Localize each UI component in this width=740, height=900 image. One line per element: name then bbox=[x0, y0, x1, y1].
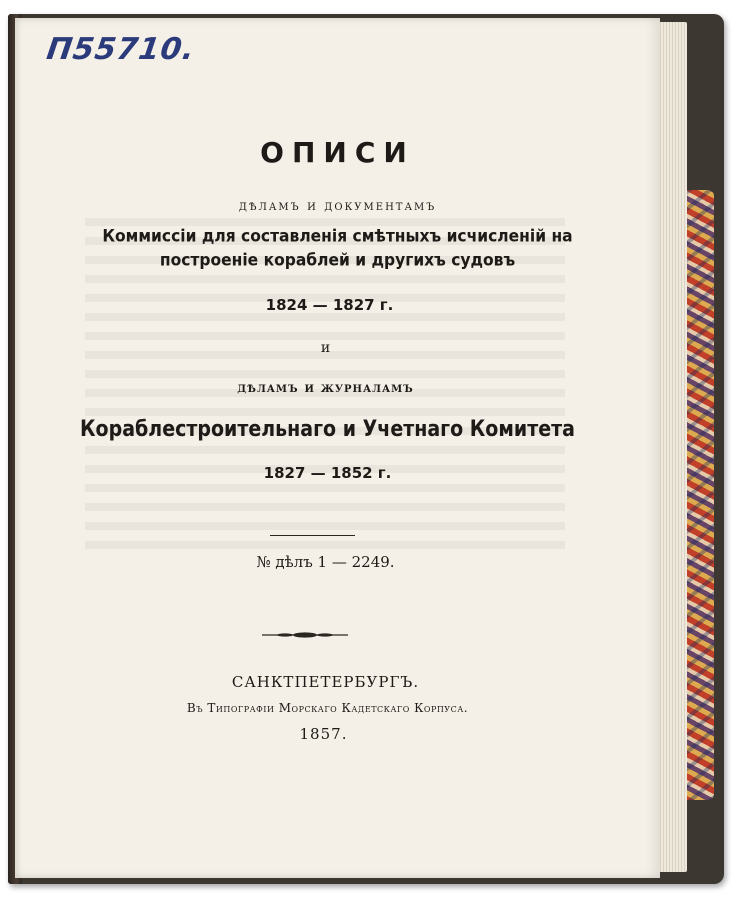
title-page bbox=[15, 18, 660, 878]
commission-heading bbox=[15, 224, 660, 272]
case-numbers: № дѣлъ 1 — 2249. bbox=[256, 553, 395, 571]
committee-years: 1827 — 1852 г. bbox=[263, 464, 392, 482]
commission-line-2: построеніе кораблей и другихъ судовъ bbox=[159, 250, 516, 270]
inventory-number-stamp: П55710. bbox=[44, 32, 198, 67]
publication-city: САНКТПЕТЕРБУРГЪ. bbox=[231, 673, 420, 691]
commission-line-1: Коммиссіи для составленія смѣтныхъ исчисленій на bbox=[102, 226, 573, 246]
subtitle-documents: дѣламъ и документамъ bbox=[238, 198, 437, 214]
commission-years: 1824 — 1827 г. bbox=[265, 296, 394, 314]
printer-imprint: Въ Типографіи Морскаго Кадетскаго Корпуса. bbox=[186, 701, 469, 715]
divider-rule bbox=[270, 535, 355, 536]
committee-heading: Кораблестроительнаго и Учетнаго Комитета bbox=[80, 416, 575, 442]
publication-year: 1857. bbox=[299, 725, 348, 743]
conjunction: и bbox=[320, 340, 331, 356]
ornament-divider bbox=[260, 631, 350, 639]
subtitle-journals: дѣламъ и журналамъ bbox=[237, 380, 414, 396]
page-title: ОПИСИ bbox=[260, 136, 415, 169]
